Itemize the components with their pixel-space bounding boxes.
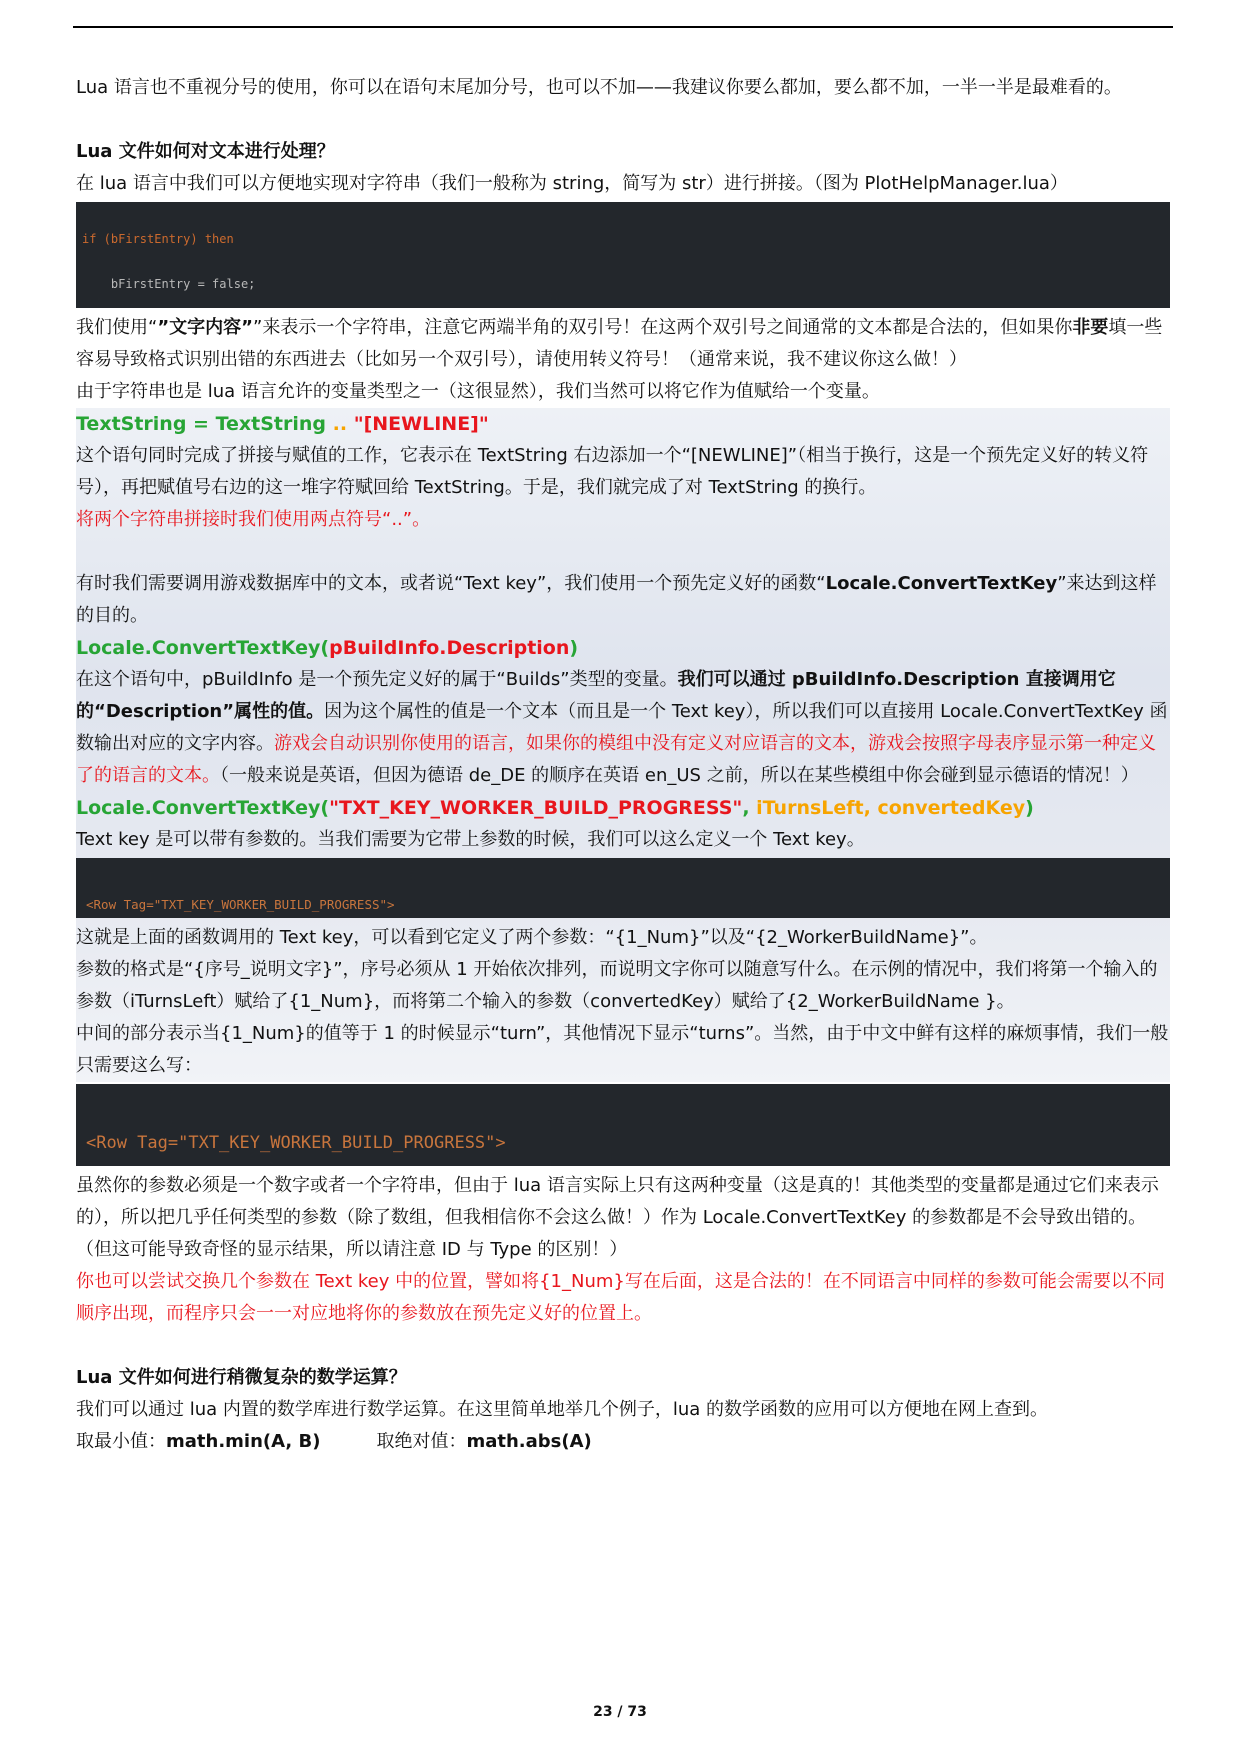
code-red: "[NEWLINE]" — [353, 413, 489, 435]
background-illustration — [76, 408, 1170, 1082]
text-run: ”来达到这样的目的。 — [76, 573, 1157, 626]
text-run: （一般来说是英语，但因为德语 de_DE 的顺序在英语 en_US 之前，所以在某些模组中你会碰到显示德语的情况！） — [220, 765, 1139, 786]
math-examples — [76, 1426, 1170, 1458]
math-label: 取最小值： — [76, 1431, 166, 1452]
code-green: ) — [1025, 797, 1034, 819]
text-run-bold: 非要 — [1072, 317, 1109, 338]
text-run-bold: Locale.ConvertTextKey — [825, 573, 1058, 594]
code-orange: iTurnsLeft, convertedKey — [756, 797, 1026, 819]
code-green: TextString = TextString — [76, 413, 327, 435]
paragraph-string-variable: 由于字符串也是 lua 语言允许的变量类型之一（这很显然），我们当然可以将它作为值赋给一个变量。 — [76, 381, 880, 402]
section-heading-text: Lua 文件如何对文本进行处理？ — [76, 141, 335, 162]
code-line: <Row Tag="TXT_KEY_WORKER_BUILD_PROGRESS"> — [86, 897, 395, 912]
code-line: <Row Tag="TXT_KEY_WORKER_BUILD_PROGRESS"> — [86, 1133, 506, 1153]
paragraph-build-info — [76, 664, 1170, 792]
code-red: pBuildInfo.Description — [329, 637, 570, 659]
paragraph-text-key — [76, 568, 1170, 632]
code-green: , — [742, 797, 757, 819]
text-run-red: 游戏会自动识别你使用的语言，如果你的模组中没有定义对应语言的文本，游戏会按照字母表序显示第一种定义了的语言的文本。 — [76, 733, 1156, 786]
header-rule — [73, 26, 1173, 28]
code-red: "TXT_KEY_WORKER_BUILD_PROGRESS" — [329, 797, 743, 819]
text-run: 填一些容易导致格式识别出错的东西进去（比如另一个双引号），请使用转义符号！（通常来说，我不建议你这么做！） — [76, 317, 1163, 370]
example-concat-line — [76, 408, 1170, 440]
code-screenshot-plothelp — [76, 202, 1170, 308]
code-green: Locale.ConvertTextKey( — [76, 637, 330, 659]
note-double-dot: 将两个字符串拼接时我们使用两点符号“..”。 — [76, 509, 431, 530]
text-run: 在这个语句中，pBuildInfo 是一个预先定义好的属于“Builds”类型的变量。 — [76, 669, 678, 690]
paragraph-math-lib: 我们可以通过 lua 内置的数学库进行数学运算。在这里简单地举几个例子，lua 的数学函数的应用可以方便地在网上查到。 — [76, 1399, 1049, 1420]
math-function: math.min(A, B) — [166, 1431, 321, 1452]
paragraph-plural: 中间的部分表示当{1_Num}的值等于 1 的时候显示“turn”，其他情况下显示“turns”。当然，由于中文中鲜有这样的麻烦事情，我们一般只需要这么写： — [76, 1023, 1169, 1076]
paragraph-string-concat: 在 lua 语言中我们可以方便地实现对字符串（我们一般称为 string，简写为 str）进行拼接。（图为 PlotHelpManager.lua） — [76, 173, 1068, 194]
code-screenshot-chinese-textkey — [76, 1084, 1170, 1166]
paragraph-semicolons: Lua 语言也不重视分号的使用，你可以在语句末尾加分号，也可以不加——我建议你要么都加，要么都不加，一半一半是最难看的。 — [76, 77, 1122, 98]
code-green: Locale.ConvertTextKey( — [76, 797, 330, 819]
text-run-bold: ”文字内容” — [157, 317, 253, 338]
page-body — [76, 72, 1170, 1458]
code-screenshot-textkey — [76, 858, 1170, 918]
text-run: 有时我们需要调用游戏数据库中的文本，或者说“Text key”，我们使用一个预先定义好的函数“ — [76, 573, 826, 594]
paragraph-two-params: 这就是上面的函数调用的 Text key，可以看到它定义了两个参数：“{1_Num}”以及“{2_WorkerBuildName}”。 — [76, 927, 988, 948]
code-orange: .. — [326, 413, 354, 435]
math-function: math.abs(A) — [466, 1431, 592, 1452]
paragraph-newline: 这个语句同时完成了拼接与赋值的工作，它表示在 TextString 右边添加一个“[NEWLINE]”（相当于换行，这是一个预先定义好的转义符号），再把赋值号右边的这一堆字符赋回给 TextString。于是，我们就完成了对 TextString 的换行。 — [76, 445, 1149, 498]
text-run: ”来表示一个字符串，注意它两端半角的双引号！在这两个双引号之间通常的文本都是合法的，但如果你 — [253, 317, 1073, 338]
text-run-bold: 我们可以通过 pBuildInfo.Description 直接调用它的“Description”属性的值。 — [76, 669, 1116, 722]
code-line: bFirstEntry = false; — [82, 277, 256, 291]
paragraph-text-key-params: Text key 是可以带有参数的。当我们需要为它带上参数的时候，我们可以这么定义一个 Text key。 — [76, 829, 865, 850]
text-run: 因为这个属性的值是一个文本（而且是一个 Text key），所以我们可以直接用 Locale.ConvertTextKey 函数输出对应的文字内容。 — [76, 701, 1168, 754]
paragraph-param-types: 虽然你的参数必须是一个数字或者一个字符串，但由于 lua 语言实际上只有这两种变量（这是真的！其他类型的变量都是通过它们来表示的），所以把几乎任何类型的参数（除了数组，但我相信你不会这么做！）作为 Locale.ConvertTextKey 的参数都是不会导致出错的。（但这可能导致奇怪的显示结果，所以请注意 ID 与 Type 的区别！） — [76, 1175, 1159, 1260]
code-line: if (bFirstEntry) then — [82, 232, 234, 246]
math-label: 取绝对值： — [376, 1431, 467, 1452]
code-green: ) — [569, 637, 579, 659]
paragraph-param-format: 参数的格式是“{序号_说明文字}”，序号必须从 1 开始依次排列，而说明文字你可以随意写什么。在示例的情况中，我们将第一个输入的参数（iTurnsLeft）赋给了{1_Num}，而将第二个输入的参数（convertedKey）赋给了{2_WorkerBuildName }。 — [76, 959, 1158, 1012]
example-convert-line — [76, 632, 1170, 664]
text-run: 我们使用“ — [76, 317, 158, 338]
example-convert-args-line — [76, 792, 1170, 824]
page-number: 23 / 73 — [593, 1704, 647, 1720]
section-heading-math: Lua 文件如何进行稍微复杂的数学运算？ — [76, 1367, 407, 1388]
paragraph-quotes — [76, 312, 1170, 376]
note-param-order: 你也可以尝试交换几个参数在 Text key 中的位置，譬如将{1_Num}写在后面，这是合法的！在不同语言中同样的参数可能会需要以不同顺序出现，而程序只会一一对应地将你的参数放在预先定义好的位置上。 — [76, 1271, 1165, 1324]
